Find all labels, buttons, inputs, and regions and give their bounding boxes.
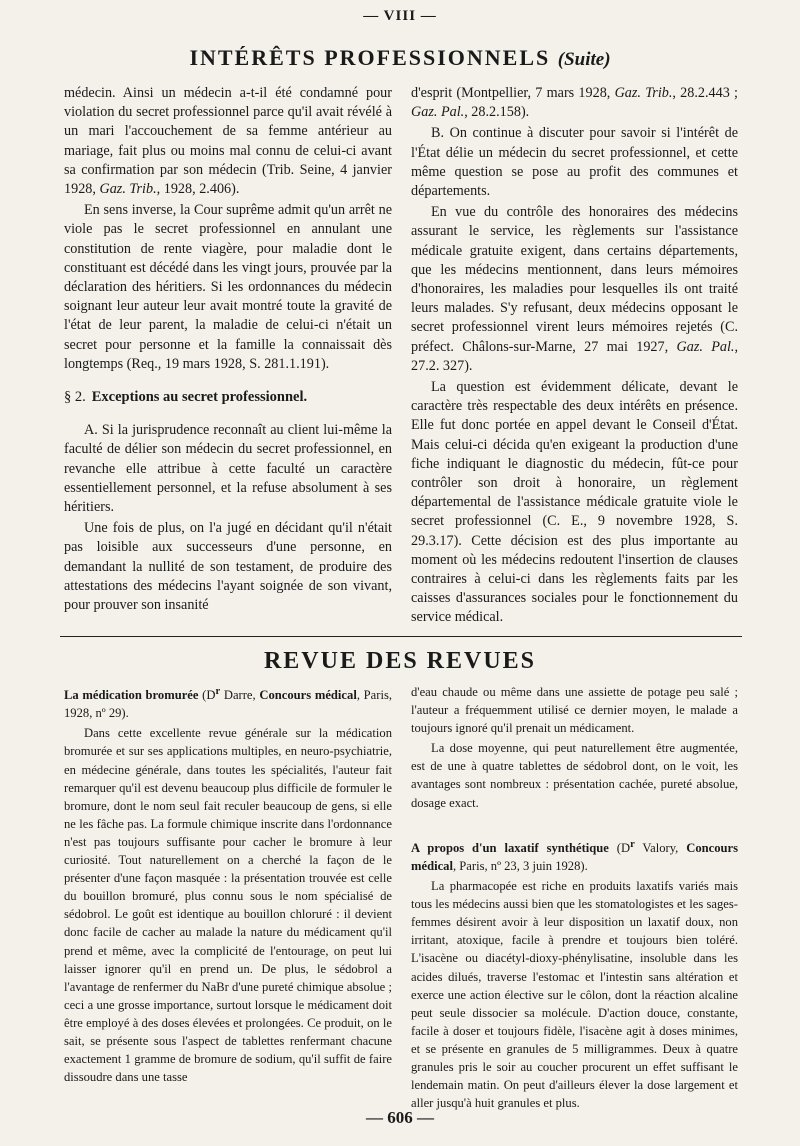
article-source: Concours médical bbox=[259, 688, 357, 703]
text: r bbox=[215, 686, 221, 697]
subsection-number: § 2. bbox=[64, 389, 86, 406]
section-title-suite: (Suite) bbox=[557, 49, 611, 70]
citation: Gaz. Pal. bbox=[411, 104, 465, 121]
revue-title: REVUE DES REVUES bbox=[263, 648, 537, 674]
text: (D bbox=[198, 688, 216, 703]
paragraph: La dose moyenne, qui peut naturellement être augmentée, est de une à quatre tablettes de sédobrol dont, on le voit, les avantages sont nombreux : présentation cachée, pureté absolue, dosage exact. bbox=[411, 741, 738, 810]
section-title-text: INTÉRÊTS PROFESSIONNELS bbox=[189, 45, 551, 70]
paragraph: La pharmacopée est riche en produits laxatifs variés mais tous les médecins aussi bien que les stomatologistes et les sages-femmes désirent avoir à leur disposition un laxatif doux, non irritant, atoxique, facile à prendre et toujours bien toléré. L'isacène ou diacétyl-dioxy-phénylisatine, insoluble dans les acides dilués, traverse l'estomac et l'intestin sans altération et exerce une action élective sur le côlon, dont la réaction alcaline peut seule dissocier sa molécule. D'action douce, constante, facile à doser et toujours fidèle, l'isacène agit à doses minimes, et se présente en granules de 5 milligrammes. Deux à quatre granules pris le soir au coucher procurent un effet suffisant le lendemain matin. On peut d'ailleurs élever la dose largement et aller jusqu'à huit granules et plus. bbox=[411, 879, 738, 1111]
article-title bbox=[411, 836, 738, 875]
text: , 27.2. 327). bbox=[411, 338, 739, 374]
text: médecin. Ainsi un médecin a-t-il été condamné pour violation du secret professionnel parce qu'il avait révélé à un mari l'accouchement de sa femme antérieur au mariage, fait plus ou moins mal connu de celui-ci avant sa confirmation par son médecin (Trib. Seine, 4 janvier 1928, bbox=[64, 85, 392, 198]
text: En vue du contrôle des honoraires des médecins assurant le service, les règlements sur l'assistance médicale gratuite exigent, dans certains départements, que les médecins mentionnent, dans leurs mémoires d'honoraires, les maladies pour lesquelles ils ont traité leurs malades. S'y refusant, deux médecins opposant le secret professionnel virent leurs mémoires rejetés (C. préfect. Châlons-sur-Marne, 27 mai 1927, bbox=[411, 204, 738, 355]
article-title-text: La médication bromurée bbox=[64, 688, 199, 703]
article-author: Darre, bbox=[220, 688, 260, 703]
citation: Gaz. Trib. bbox=[99, 181, 157, 198]
paragraph bbox=[411, 203, 738, 376]
article-title-text: A propos d'un laxatif synthétique bbox=[411, 840, 609, 855]
text: r bbox=[630, 838, 635, 850]
paragraph bbox=[411, 84, 738, 122]
bottom-right-column bbox=[411, 683, 738, 1112]
top-left-column bbox=[64, 84, 392, 615]
text: , 28.2.443 ; bbox=[672, 85, 738, 101]
section-title bbox=[0, 45, 800, 71]
page-number-top: — VIII — bbox=[363, 8, 437, 24]
text: d'esprit (Montpellier, 7 mars 1928, bbox=[411, 85, 615, 101]
paragraph: B. On continue à discuter pour savoir si l'intérêt de l'État délie un médecin du secret professionnel, et cette même question se pose au profit des communes et départements. bbox=[411, 125, 738, 200]
subsection-title: Exceptions au secret professionnel. bbox=[91, 389, 308, 406]
article-title bbox=[64, 683, 392, 722]
paragraph: A. Si la jurisprudence reconnaît au client lui-même la faculté de délier son médecin du secret professionnel, en revanche elle attribue à cette faculté un caractère essentiellement personnel, et la refuse absolument à ses héritiers. bbox=[64, 422, 392, 516]
text: , 1928, 2.406). bbox=[156, 181, 240, 198]
paragraph: En sens inverse, la Cour suprême admit qu'un arrêt ne viole pas le secret professionnel en annulant une constitution de rente viagère, pour maladie dont le constituant est décédé dans les vingt jours, prouvée par la déclaration des héritiers. Si les ordonnances du médecin soignant leur auteur leur avait montré toute la gravité de l'état de leur parent, la maladie de celui-ci n'était un secret pour personne et la famille la connaissait dès longtemps (Req., 19 mars 1928, S. 281.1.191). bbox=[64, 202, 392, 372]
article-source: Concours médical bbox=[411, 840, 738, 873]
page-number-bottom: — 606 — bbox=[366, 1108, 434, 1127]
citation: Gaz. Trib. bbox=[614, 85, 673, 101]
article-reference: , Paris, nº 23, 3 juin 1928). bbox=[452, 858, 588, 873]
paragraph bbox=[64, 84, 392, 199]
article-author: Valory, bbox=[634, 840, 687, 855]
citation: Gaz. Pal. bbox=[676, 338, 735, 355]
paragraph: Dans cette excellente revue générale sur la médication bromurée et sur ses applications multiples, en neuro-psychiatrie, en médecine générale, dans toutes les spécialités, l'auteur fait remarquer qu'il est devenu beaucoup plus difficile de formuler le bromure, dont le nom seul fait reculer beaucoup de gens, si elle ne les fâche pas. La formule chimique inscrite dans l'ordonnance n'est pas toujours suffisante pour cacher le bromure à leur curiosité. Tout naturellement on a cherché la façon de le présenter d'une façon masquée : la présentation trouvée est celle du bouillon bromuré, plus connu sous le nom spécialisé de sédobrol. Le goût est identique au bouillon chloruré : il devient donc facile de cacher au malade la nature du médicament qu'il prend et même, avec la complicité de l'entourage, on peut lui laisser ignorer qu'il en prend un. De plus, le sédobrol a l'avantage de renfermer du NaBr d'une pureté chimique absolue ; ceci a une grosse importance, surtout lorsque le médicament doit être employé à des doses élevées et prolongées. Ce produit, on le sait, se présente sous l'aspect de tablettes renfermant chacune exactement 1 gramme de bromure de sodium, qu'il suffit de faire dissoudre dans une tasse bbox=[64, 726, 392, 1085]
top-right-column bbox=[411, 84, 738, 628]
paragraph: d'eau chaude ou même dans une assiette de potage peu salé ; l'auteur a fréquemment utilisé ce dernier moyen, le malade a toujours ignoré qu'il prenait un médicament. bbox=[411, 685, 738, 736]
paragraph: Une fois de plus, on l'a jugé en décidant qu'il n'était pas loisible aux successeurs d'une personne, en demandant la nullité de son testament, de produire des attestations des médecins l'ayant soignée de son vivant, pour prouver son insanité bbox=[64, 520, 392, 614]
spacer bbox=[411, 812, 738, 836]
subsection-heading bbox=[64, 388, 392, 407]
text: (D bbox=[608, 840, 631, 855]
text: , 28.2.158). bbox=[464, 104, 530, 121]
section-divider bbox=[60, 636, 742, 637]
bottom-left-column bbox=[64, 683, 392, 1086]
paragraph: La question est évidemment délicate, devant le caractère très respectable des deux intérêts en présence. Elle fut donc portée en appel devant le Conseil d'État. Mais celui-ci décida qu'en exigeant la production d'une fiche indiquant le diagnostic du médecin, fût-ce pour contrôler son droit à honoraire, un règlement départemental de l'assistance médicale gratuite viole le secret professionnel (C. E., 9 novembre 1928, S. 29.3.17). Cette décision est des plus importante au moment où les médecins redoutent l'insertion de clauses contraires à celui-ci dans les règlements faits par les caisses d'assurances sociales pour le fonctionnement du service médical. bbox=[411, 379, 738, 626]
article-reference: , Paris, 1928, nº 29). bbox=[64, 688, 393, 721]
